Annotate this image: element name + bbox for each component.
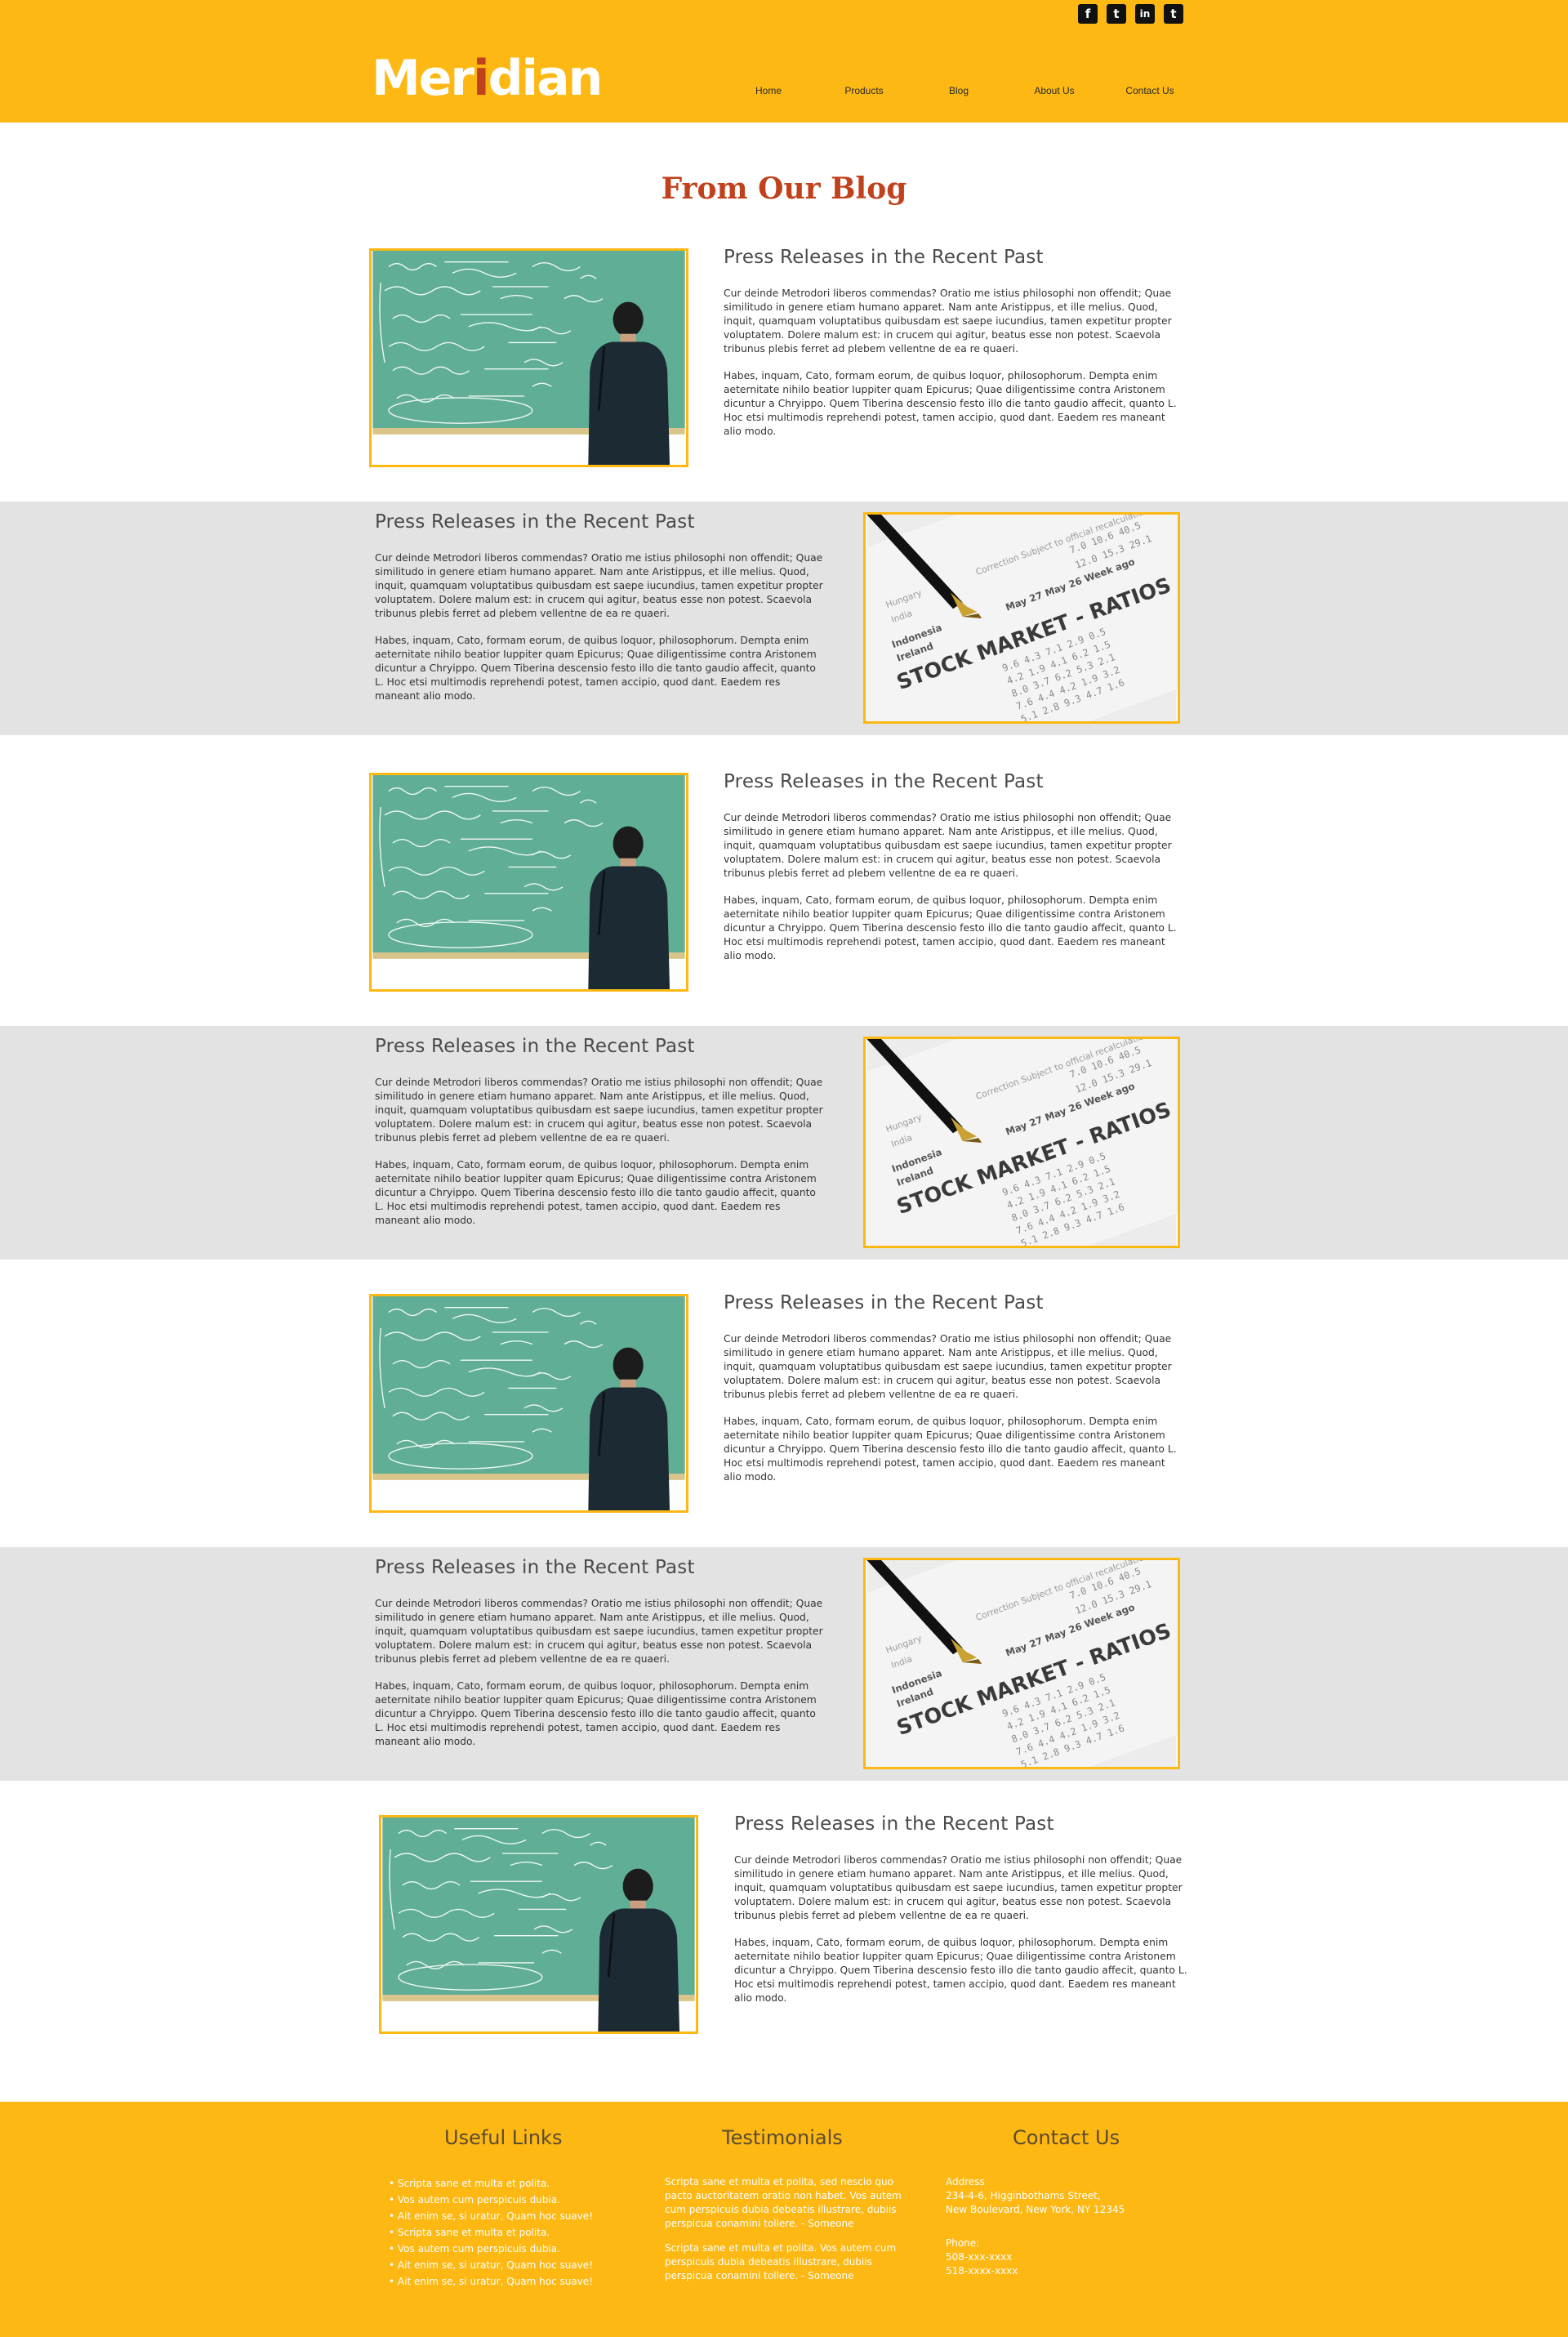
phone-number[interactable]: 508-xxx-xxxx: [946, 2251, 1013, 2263]
post-paragraph: Habes, inquam, Cato, formam eorum, de quibus loquor, philosophorum. Dempta enim aeternitate nihilo beatior Iuppiter quam Epicurus; Quae diligentissime contra Aristonem dicuntur a Chryippo. Quem Tiberina descensio festo illo die tanto gaudio affecit, quanto L. Hoc etsi multimodis reprehendi potest, tamen accipio, quod dant. Eaedem res maneant alio modo.: [375, 635, 817, 702]
stock-market-illustration: [866, 1039, 1178, 1246]
footer-link[interactable]: • Vos autem cum perspicuis dubia.: [389, 2241, 593, 2257]
blackboard-illustration: [381, 1817, 696, 2031]
teacher-blackboard-image: [379, 1815, 698, 2034]
post-title[interactable]: Press Releases in the Recent Past: [724, 1292, 1044, 1313]
stock-market-illustration: [866, 515, 1178, 721]
post-paragraph: Cur deinde Metrodori liberos commendas? Oratio me istius philosophi non offendit; Quae similitudo in genere etiam humano apparet. Nam ante Aristippus, et ille melius. Quod, inquit, quamquam voluptatibus quibusdam est saepe iucundius, tamen expetitur propter voluptatem. Dolere malum est: in crucem qui agitur, beatus esse non potest. Scaevola tribunus plebis ferret ad plebem vellentne de ea re quaeri.: [724, 288, 1172, 355]
footer-link[interactable]: • Ait enim se, si uratur, Quam hoc suave!: [389, 2208, 593, 2224]
page-title: From Our Blog: [661, 172, 907, 206]
post-title[interactable]: Press Releases in the Recent Past: [375, 1036, 695, 1057]
address-line: New Boulevard, New York, NY 12345: [946, 2204, 1125, 2215]
site-header: [0, 0, 1568, 123]
post-title[interactable]: Press Releases in the Recent Past: [375, 1557, 695, 1578]
address-line: 234-4-6, Higginbothams Street,: [946, 2190, 1101, 2201]
useful-links-list: [389, 2175, 593, 2290]
phone-number[interactable]: 518-xxxx-xxxx: [946, 2265, 1018, 2277]
logo-text-accent: i: [473, 50, 488, 107]
post-paragraph: Habes, inquam, Cato, formam eorum, de quibus loquor, philosophorum. Dempta enim aeternitate nihilo beatior Iuppiter quam Epicurus; Quae diligentissime contra Aristonem dicuntur a Chryippo. Quem Tiberina descensio festo illo die tanto gaudio affecit, quanto L. Hoc etsi multimodis reprehendi potest, tamen accipio, quod dant. Eaedem res maneant alio modo.: [375, 1680, 817, 1747]
footer-link[interactable]: • Ait enim se, si uratur, Quam hoc suave!: [389, 2273, 593, 2290]
contact-phone: [946, 2237, 1215, 2278]
post-paragraph: Cur deinde Metrodori liberos commendas? Oratio me istius philosophi non offendit; Quae similitudo in genere etiam humano apparet. Nam ante Aristippus, et ille melius. Quod, inquit, quamquam voluptatibus quibusdam est saepe iucundius, tamen expetitur propter voluptatem. Dolere malum est: in crucem qui agitur, beatus esse non potest. Scaevola tribunus plebis ferret ad plebem vellentne de ea re quaeri.: [375, 552, 823, 619]
blackboard-illustration: [372, 775, 686, 989]
footer-link[interactable]: • Scripta sane et multa et polita.: [389, 2175, 593, 2192]
useful-links-heading: Useful Links: [444, 2126, 563, 2149]
footer-link[interactable]: • Vos autem cum perspicuis dubia.: [389, 2192, 593, 2208]
post-paragraph: Cur deinde Metrodori liberos commendas? Oratio me istius philosophi non offendit; Quae similitudo in genere etiam humano apparet. Nam ante Aristippus, et ille melius. Quod, inquit, quamquam voluptatibus quibusdam est saepe iucundius, tamen expetitur propter voluptatem. Dolere malum est: in crucem qui agitur, beatus esse non potest. Scaevola tribunus plebis ferret ad plebem vellentne de ea re quaeri.: [375, 1077, 823, 1144]
post-title[interactable]: Press Releases in the Recent Past: [375, 511, 695, 533]
nav-products[interactable]: Products: [844, 85, 884, 96]
post-paragraph: Habes, inquam, Cato, formam eorum, de quibus loquor, philosophorum. Dempta enim aeternitate nihilo beatior Iuppiter quam Epicurus; Quae diligentissime contra Aristonem dicuntur a Chryippo. Quem Tiberina descensio festo illo die tanto gaudio affecit, quanto L. Hoc etsi multimodis reprehendi potest, tamen accipio, quod dant. Eaedem res maneant alio modo.: [734, 1937, 1187, 2004]
post-paragraph: Cur deinde Metrodori liberos commendas? Oratio me istius philosophi non offendit; Quae similitudo in genere etiam humano apparet. Nam ante Aristippus, et ille melius. Quod, inquit, quamquam voluptatibus quibusdam est saepe iucundius, tamen expetitur propter voluptatem. Dolere malum est: in crucem qui agitur, beatus esse non potest. Scaevola tribunus plebis ferret ad plebem vellentne de ea re quaeri.: [724, 1333, 1172, 1400]
stock-market-pen-image: [863, 512, 1180, 724]
blackboard-illustration: [372, 1296, 686, 1510]
post-paragraph: Habes, inquam, Cato, formam eorum, de quibus loquor, philosophorum. Dempta enim aeternitate nihilo beatior Iuppiter quam Epicurus; Quae diligentissime contra Aristonem dicuntur a Chryippo. Quem Tiberina descensio festo illo die tanto gaudio affecit, quanto L. Hoc etsi multimodis reprehendi potest, tamen accipio, quod dant. Eaedem res maneant alio modo.: [724, 894, 1177, 961]
post-paragraph: Habes, inquam, Cato, formam eorum, de quibus loquor, philosophorum. Dempta enim aeternitate nihilo beatior Iuppiter quam Epicurus; Quae diligentissime contra Aristonem dicuntur a Chryippo. Quem Tiberina descensio festo illo die tanto gaudio affecit, quanto L. Hoc etsi multimodis reprehendi potest, tamen accipio, quod dant. Eaedem res maneant alio modo.: [724, 370, 1177, 437]
nav-about-us[interactable]: About Us: [1034, 85, 1075, 96]
site-logo[interactable]: [372, 49, 601, 108]
testimonial-text: Scripta sane et multa et polita, sed nescio quo pacto auctoritatem oratio non habet. Vos autem cum perspicuis dubia debeatis illustrare, dubiis perspicua conamini tollere. - Someone: [665, 2176, 902, 2229]
post-title[interactable]: Press Releases in the Recent Past: [724, 247, 1044, 268]
twitter-icon[interactable]: t: [1107, 4, 1126, 24]
footer-link[interactable]: • Scripta sane et multa et polita.: [389, 2224, 593, 2241]
testimonial-text: Scripta sane et multa et polita. Vos autem cum perspicuis dubia debeatis illustrare, dubiis perspicua conamini tollere. - Someone: [665, 2242, 897, 2281]
teacher-blackboard-image: [369, 1294, 688, 1513]
logo-text-prefix: Mer: [372, 50, 473, 107]
testimonials-heading: Testimonials: [722, 2126, 843, 2149]
social-links: [1078, 4, 1183, 24]
post-title[interactable]: Press Releases in the Recent Past: [734, 1813, 1054, 1835]
nav-blog[interactable]: Blog: [948, 85, 969, 96]
contact-us-heading: Contact Us: [1013, 2126, 1120, 2149]
post-paragraph: Habes, inquam, Cato, formam eorum, de quibus loquor, philosophorum. Dempta enim aeternitate nihilo beatior Iuppiter quam Epicurus; Quae diligentissime contra Aristonem dicuntur a Chryippo. Quem Tiberina descensio festo illo die tanto gaudio affecit, quanto L. Hoc etsi multimodis reprehendi potest, tamen accipio, quod dant. Eaedem res maneant alio modo.: [375, 1159, 817, 1226]
stock-market-pen-image: [863, 1037, 1180, 1248]
footer-link[interactable]: • Ait enim se, si uratur, Quam hoc suave!: [389, 2257, 593, 2273]
post-paragraph: Cur deinde Metrodori liberos commendas? Oratio me istius philosophi non offendit; Quae similitudo in genere etiam humano apparet. Nam ante Aristippus, et ille melius. Quod, inquit, quamquam voluptatibus quibusdam est saepe iucundius, tamen expetitur propter voluptatem. Dolere malum est: in crucem qui agitur, beatus esse non potest. Scaevola tribunus plebis ferret ad plebem vellentne de ea re quaeri.: [734, 1854, 1183, 1921]
site-footer: [0, 2102, 1568, 2337]
linkedin-icon[interactable]: in: [1135, 4, 1155, 24]
tumblr-icon[interactable]: t: [1164, 4, 1183, 24]
post-title[interactable]: Press Releases in the Recent Past: [724, 771, 1044, 792]
post-paragraph: Cur deinde Metrodori liberos commendas? Oratio me istius philosophi non offendit; Quae similitudo in genere etiam humano apparet. Nam ante Aristippus, et ille melius. Quod, inquit, quamquam voluptatibus quibusdam est saepe iucundius, tamen expetitur propter voluptatem. Dolere malum est: in crucem qui agitur, beatus esse non potest. Scaevola tribunus plebis ferret ad plebem vellentne de ea re quaeri.: [724, 812, 1172, 879]
nav-home[interactable]: Home: [755, 85, 782, 96]
nav-contact-us[interactable]: Contact Us: [1125, 85, 1174, 96]
post-paragraph: Cur deinde Metrodori liberos commendas? Oratio me istius philosophi non offendit; Quae similitudo in genere etiam humano apparet. Nam ante Aristippus, et ille melius. Quod, inquit, quamquam voluptatibus quibusdam est saepe iucundius, tamen expetitur propter voluptatem. Dolere malum est: in crucem qui agitur, beatus esse non potest. Scaevola tribunus plebis ferret ad plebem vellentne de ea re quaeri.: [375, 1598, 823, 1665]
teacher-blackboard-image: [369, 248, 688, 467]
stock-market-illustration: [866, 1560, 1178, 1767]
facebook-icon[interactable]: f: [1078, 4, 1098, 24]
phone-label: Phone:: [946, 2237, 980, 2249]
teacher-blackboard-image: [369, 773, 688, 992]
contact-address: [946, 2175, 1215, 2217]
post-paragraph: Habes, inquam, Cato, formam eorum, de quibus loquor, philosophorum. Dempta enim aeternitate nihilo beatior Iuppiter quam Epicurus; Quae diligentissime contra Aristonem dicuntur a Chryippo. Quem Tiberina descensio festo illo die tanto gaudio affecit, quanto L. Hoc etsi multimodis reprehendi potest, tamen accipio, quod dant. Eaedem res maneant alio modo.: [724, 1416, 1177, 1483]
stock-market-pen-image: [863, 1558, 1180, 1769]
blackboard-illustration: [372, 251, 686, 465]
logo-text-suffix: dian: [488, 50, 602, 107]
address-label: Address: [946, 2176, 985, 2188]
